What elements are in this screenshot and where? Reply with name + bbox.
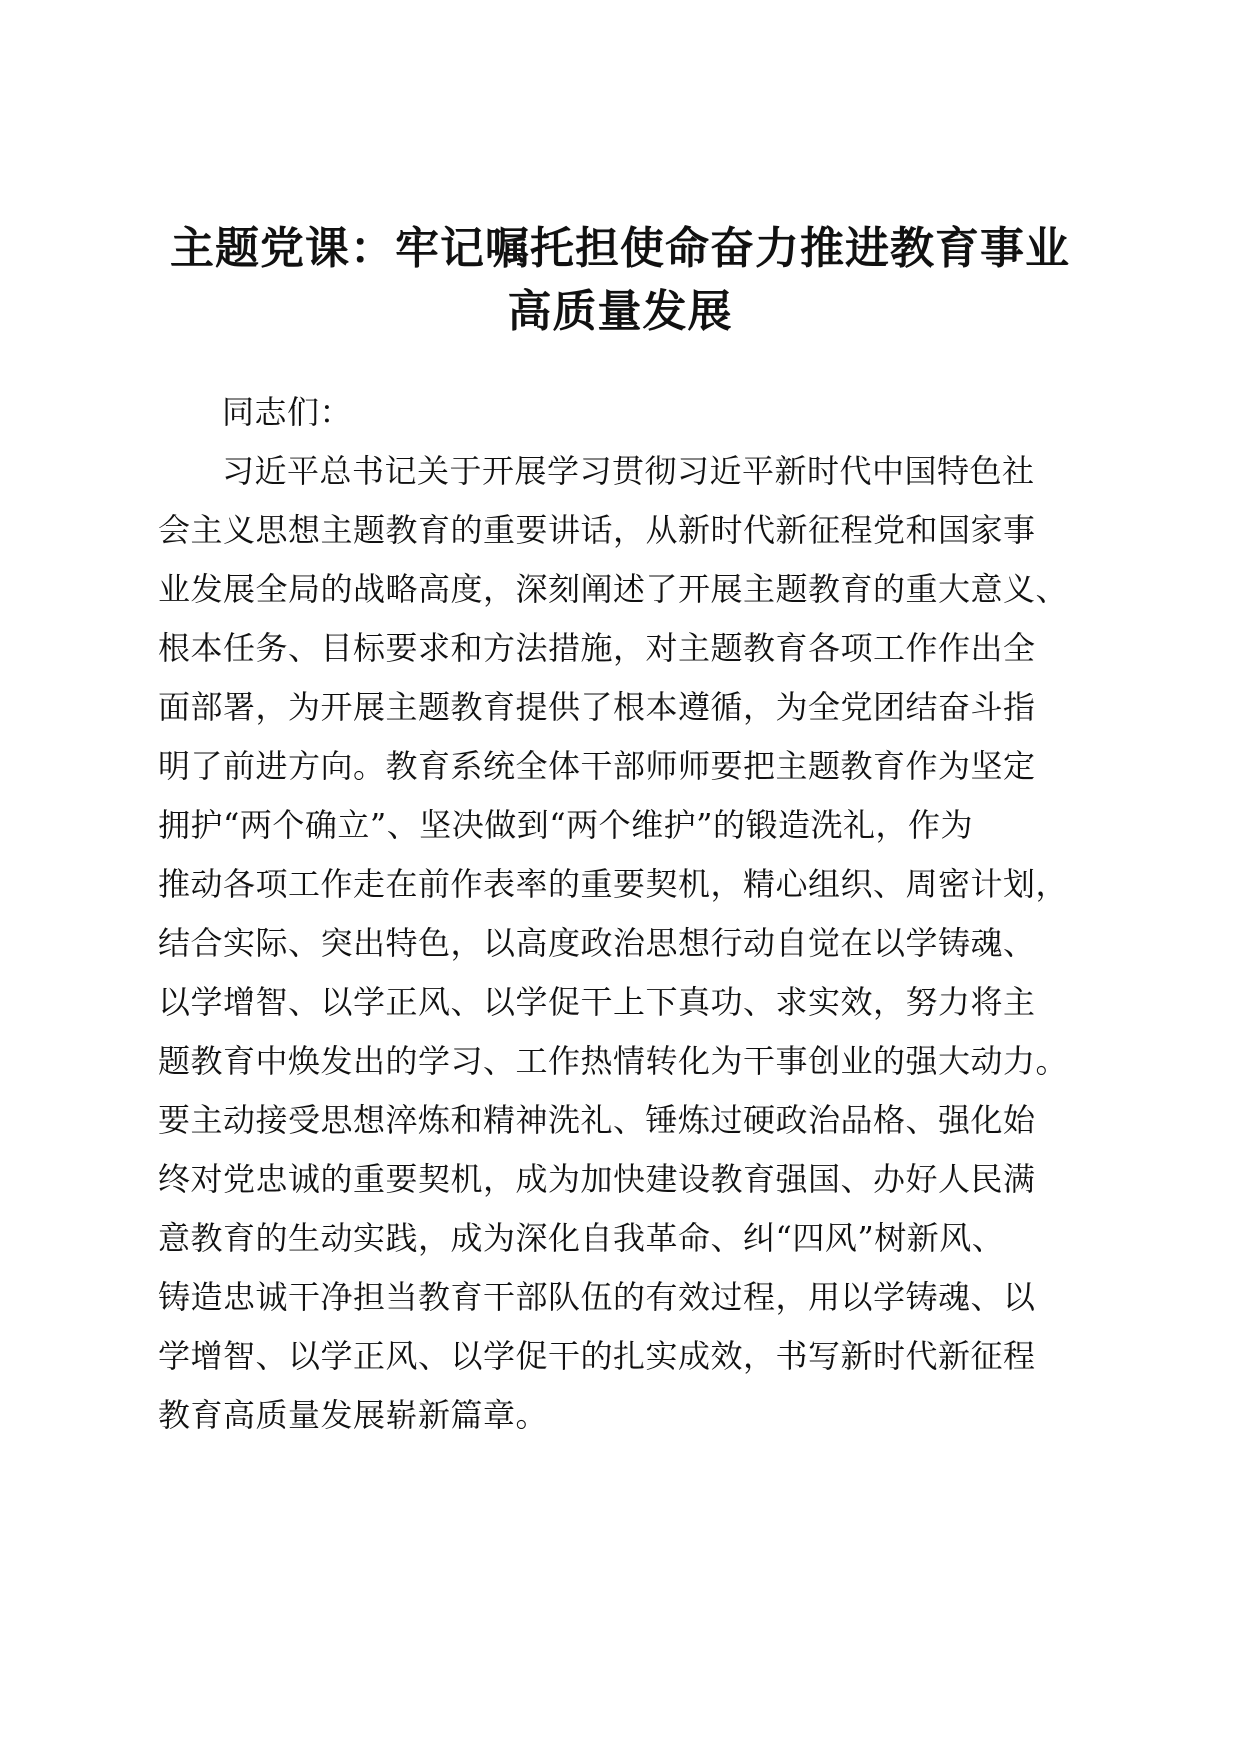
body-line: 教育高质量发展崭新篇章。 bbox=[158, 1396, 549, 1434]
body-line: 意教育的生动实践，成为深化自我革命、纠“四风”树新风、 bbox=[158, 1219, 1005, 1257]
body-line: 以学增智、以学正风、以学促干上下真功、求实效，努力将主 bbox=[158, 983, 1036, 1021]
body-line: 题教育中焕发出的学习、工作热情转化为干事创业的强大动力。 bbox=[158, 1042, 1069, 1080]
body-line: 学增智、以学正风、以学促干的扎实成效，书写新时代新征程 bbox=[158, 1337, 1036, 1375]
body-line: 根本任务、目标要求和方法措施，对主题教育各项工作作出全 bbox=[158, 629, 1036, 667]
body-line: 会主义思想主题教育的重要讲话，从新时代新征程党和国家事 bbox=[158, 511, 1036, 549]
body-line: 要主动接受思想淬炼和精神洗礼、锤炼过硬政治品格、强化始 bbox=[158, 1101, 1036, 1139]
body-line: 终对党忠诚的重要契机，成为加快建设教育强国、办好人民满 bbox=[158, 1160, 1036, 1198]
body-line: 明了前进方向。教育系统全体干部师师要把主题教育作为坚定 bbox=[158, 747, 1036, 785]
body-line: 铸造忠诚干净担当教育干部队伍的有效过程，用以学铸魂、以 bbox=[158, 1278, 1036, 1316]
document-title-line-2: 高质量发展 bbox=[507, 286, 733, 337]
body-line: 推动各项工作走在前作表率的重要契机，精心组织、周密计划， bbox=[158, 865, 1069, 903]
salutation: 同志们： bbox=[222, 393, 353, 431]
body-line: 业发展全局的战略高度，深刻阐述了开展主题教育的重大意义、 bbox=[158, 570, 1069, 608]
body-line: 拥护“两个确立”、坚决做到“两个维护”的锻造洗礼，作为 bbox=[158, 806, 973, 844]
body-line: 面部署，为开展主题教育提供了根本遵循，为全党团结奋斗指 bbox=[158, 688, 1036, 726]
document-title-line-1: 主题党课：牢记嘱托担使命奋力推进教育事业 bbox=[170, 223, 1070, 274]
body-line: 结合实际、突出特色，以高度政治思想行动自觉在以学铸魂、 bbox=[158, 924, 1036, 962]
body-line: 习近平总书记关于开展学习贯彻习近平新时代中国特色社 bbox=[222, 452, 1035, 490]
